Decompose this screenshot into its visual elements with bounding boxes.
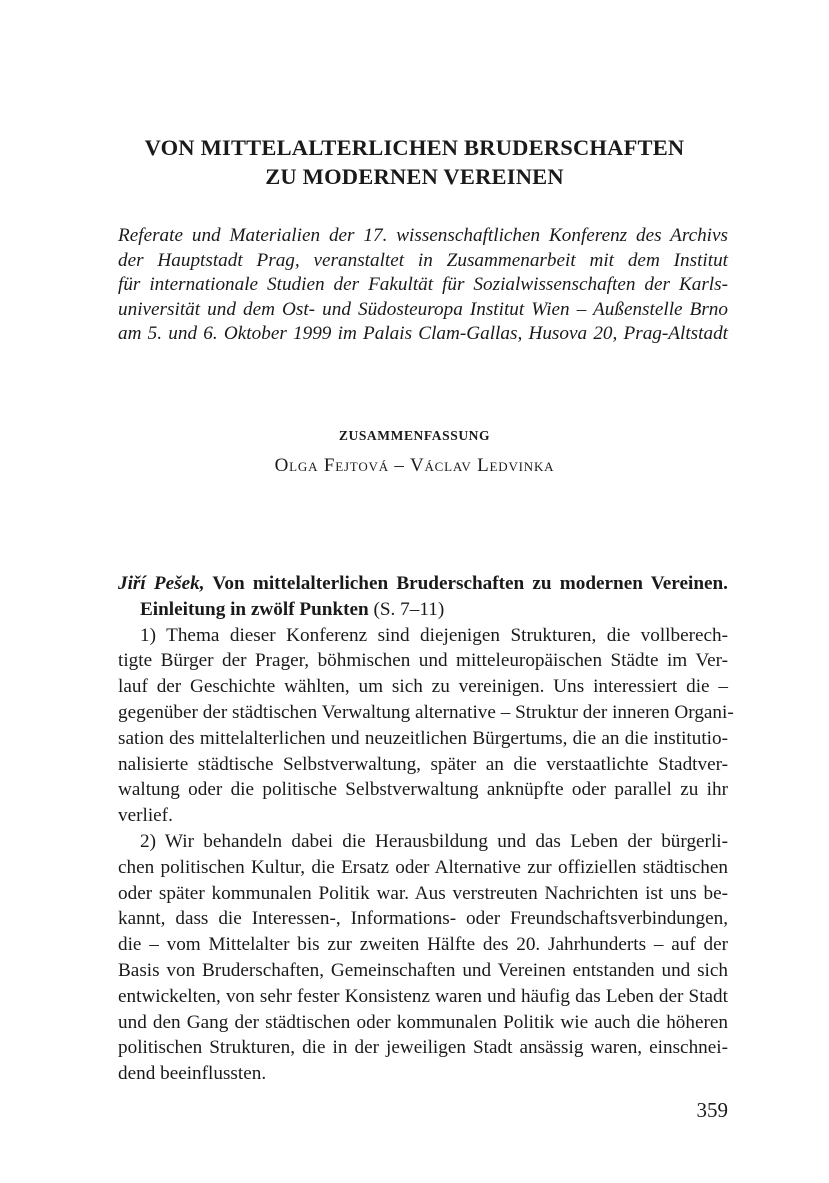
paragraph-2-line: kannt, dass die Interessen-, Informations- oder Freundschaftsverbindungen, — [118, 908, 728, 930]
subtitle-line: Referate und Materialien der 17. wissenschaftlichen Konferenz des Archivs — [118, 225, 728, 246]
reference-author: Jiří Pešek, — [118, 573, 205, 594]
reference-heading-line-2 — [118, 597, 728, 623]
page-title — [0, 133, 829, 191]
paragraph-1-line: nalisierte städtische Selbstverwaltung, später an die verstaatlichte Stadtver- — [118, 753, 728, 775]
reference-pages: (S. 7–11) — [368, 598, 445, 620]
paragraph-2-line: politischen Strukturen, die in der jeweiligen Stadt ansässig waren, einschnei- — [118, 1037, 728, 1059]
paragraph-1-line: verlief. — [118, 805, 173, 827]
paragraph-1-line: sation des mittelalterlichen und neuzeitlichen Bürgertums, die an die institutio- — [118, 727, 728, 749]
paragraph-2-line: 2) Wir behandeln dabei die Herausbildung und das Leben der bürgerli- — [140, 830, 728, 852]
paragraph-1-line: tigte Bürger der Prager, böhmischen und mitteleuropäischen Städte im Ver- — [118, 650, 728, 672]
page-number: 359 — [696, 1098, 728, 1122]
section-label: ZUSAMMENFASSUNG — [338, 428, 491, 443]
reference-title-part-1: Von mittelalterlichen Bruderschaften zu modernen Vereinen. — [204, 573, 728, 594]
paragraph-2-line: dend beeinflussten. — [118, 1063, 267, 1085]
paragraph-1-line: 1) Thema dieser Konferenz sind diejenigen Strukturen, die vollberech- — [140, 624, 728, 646]
subtitle-line: universität und dem Ost- und Südosteuropa Institut Wien – Außenstelle Brno — [118, 298, 728, 320]
authors-line: Olga Fejtová – Václav Ledvinka — [274, 455, 555, 476]
reference-heading-line-1 — [118, 571, 728, 597]
paragraph-2-line: chen politischen Kultur, die Ersatz oder Alternative zur offiziellen städtischen — [118, 856, 728, 878]
conference-subtitle — [118, 224, 728, 347]
paragraph-2-line: Basis von Bruderschaften, Gemeinschaften und Vereinen entstanden und sich — [118, 959, 728, 981]
paragraph-2-line: entwickelten, von sehr fester Konsistenz waren und häufig das Leben der Stadt — [118, 985, 728, 1007]
subtitle-line: der Hauptstadt Prag, veranstaltet in Zusammenarbeit mit dem Institut — [118, 249, 728, 271]
reference-title-part-2: Einleitung in zwölf Punkten — [140, 598, 369, 620]
subtitle-line: am 5. und 6. Oktober 1999 im Palais Clam-Gallas, Husova 20, Prag-Altstadt — [118, 323, 728, 345]
paragraph-1-line: waltung oder die politische Selbstverwaltung anknüpfte oder parallel zu ihr — [118, 779, 728, 801]
body-text — [118, 571, 734, 1087]
paragraph-1-line: gegenüber der städtischen Verwaltung alternative – Struktur der inneren Organi- — [118, 701, 734, 723]
paragraph-2-line: und den Gang der städtischen oder kommunalen Politik wie auch die höheren — [118, 1011, 728, 1033]
title-line-1: VON MITTELALTERLICHEN BRUDERSCHAFTEN — [144, 135, 685, 160]
title-line-2: ZU MODERNEN VEREINEN — [265, 164, 564, 189]
subtitle-line: für internationale Studien der Fakultät für Sozialwissenschaften der Karls- — [118, 274, 728, 296]
paragraph-2-line: die – vom Mittelalter bis zur zweiten Hälfte des 20. Jahrhunderts – auf der — [118, 934, 728, 956]
paragraph-1-line: lauf der Geschichte wählten, um sich zu vereinigen. Uns interessiert die – — [118, 676, 728, 698]
paragraph-2-line: oder später kommunalen Politik war. Aus verstreuten Nachrichten ist uns be- — [118, 882, 728, 904]
